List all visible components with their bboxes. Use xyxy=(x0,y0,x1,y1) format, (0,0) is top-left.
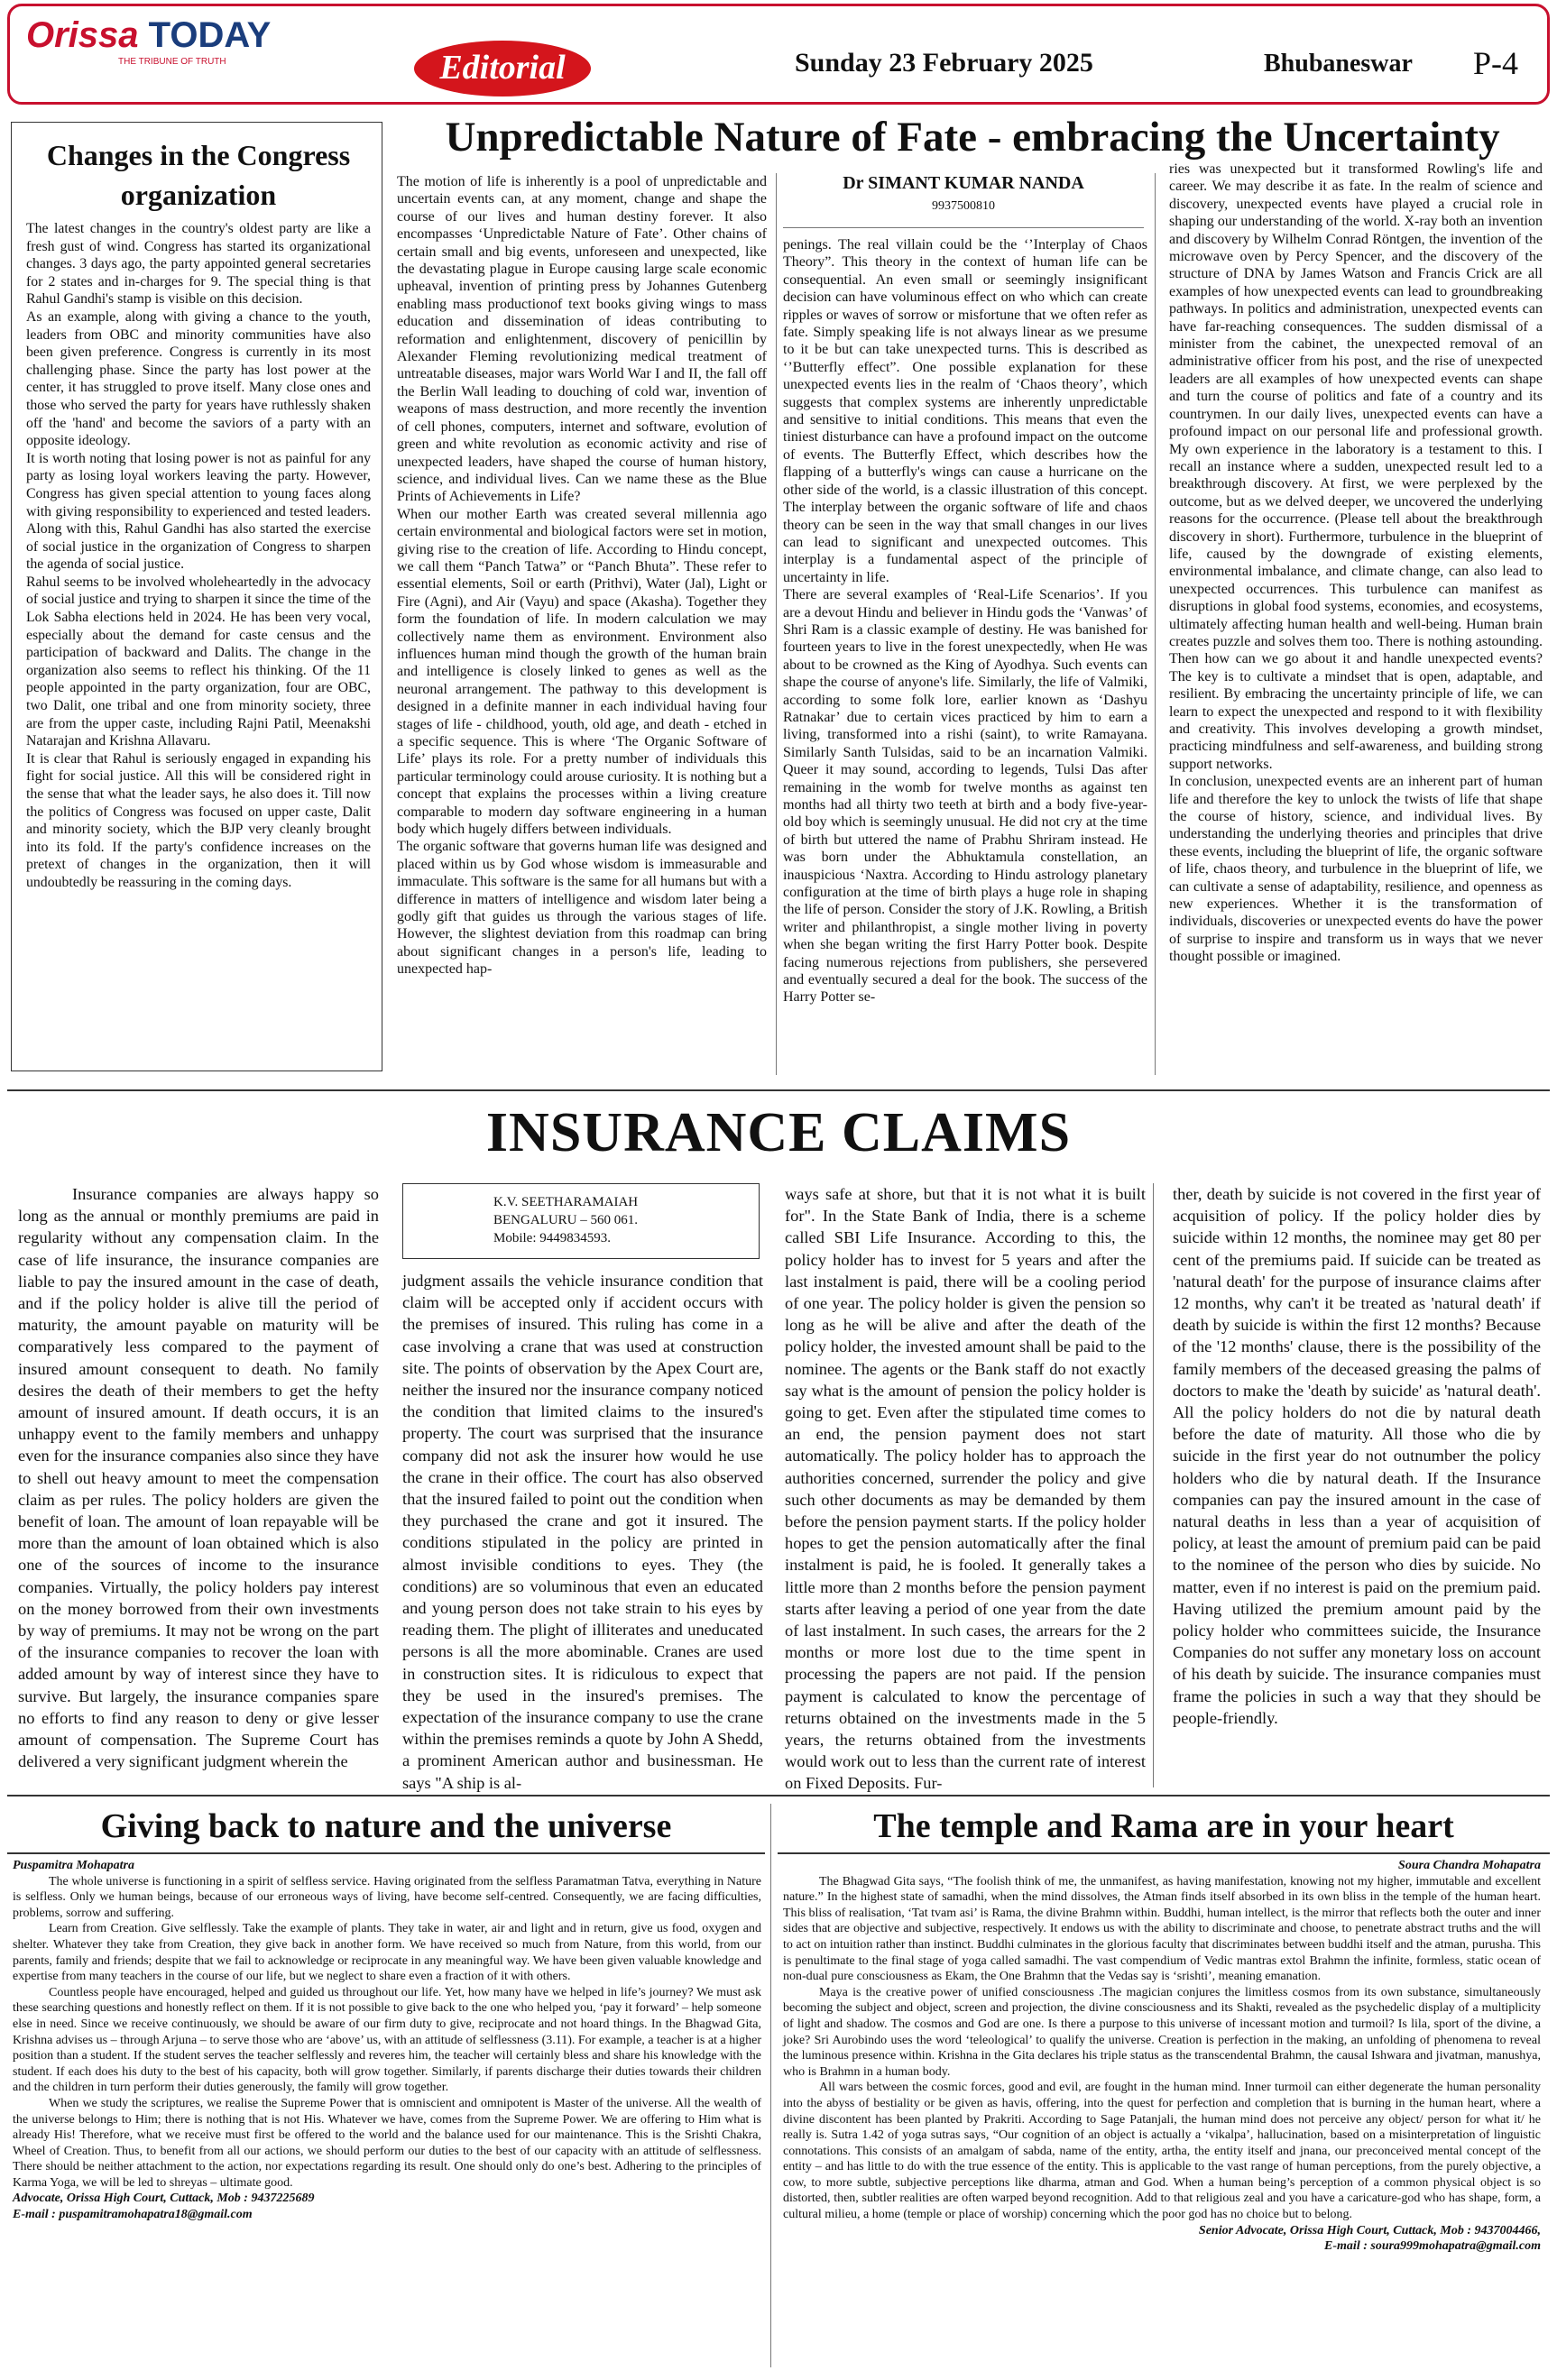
nature-paragraph: The whole universe is functioning in a spirit of selfless service. Having originated from the selfless Paramatman Tatva, everything in Nature is selfless. Only we human beings, because of our erroneous ways of living, have become self-centred. Consequently, we are facing difficulties, problems, sorrow and suffering. xyxy=(13,1874,761,1920)
insurance-author-box xyxy=(402,1183,760,1259)
congress-body xyxy=(26,220,371,892)
insurance-author-mobile: Mobile: 9449834593. xyxy=(493,1231,611,1245)
section-rule xyxy=(7,1089,1550,1091)
fate-author-phone: 9937500810 xyxy=(932,199,995,213)
logo-tagline: THE TRIBUNE OF TRUTH xyxy=(118,57,226,67)
page-number: P-4 xyxy=(1473,45,1519,81)
issue-date: Sunday 23 February 2025 xyxy=(795,48,1093,78)
newspaper-logo xyxy=(26,15,271,56)
rama-paragraph: All wars between the cosmic forces, good and evil, are fought in the human mind. Inner turmoil can either degenerate the human personality into the abyss of bestiality or be given as havis, offering, into the quest for perfection and completion that is burning in the human heart, where a divine discontent has been planted by Prakriti. According to Sage Patanjali, the human mind does not perceive any object/ person for what it/ he really is. Sutra 1.42 of yoga sutras says, “Our cognition of an object is actually a ‘vikalpa’, hallucination, based on a misinterpretation of linguistic connotations. This consists of an amalgam of sabda, name of the entity, artha, the entity itself and jnana, our preconceived mental concept of the entity – and has little to do with the true essence of the entity. This is applicable to the vast range of human perceptions, from the purely objective, a cow, to more subtle, subjective perceptions like dharma, atman and God. When a human being’s perception of a common physical object is so distorted, then, subtler realities are often warped beyond recognition. Add to that religious zeal and you have a caricature-god who has shape, form, a cultural milieu, a home (temple or place of worship) concerning which the poor god has no choice but to belong. xyxy=(783,2081,1541,2222)
section-rule xyxy=(7,1795,1550,1796)
headline-rule xyxy=(778,1852,1550,1854)
headline-rule xyxy=(7,1852,765,1854)
rama-body xyxy=(783,1858,1541,2255)
nature-body xyxy=(13,1858,761,2223)
fate-column-1 xyxy=(397,173,767,979)
fate-paragraph: In conclusion, unexpected events are an inherent part of human life and therefore the key to unlock the twists of life that shape the course of history, science, and individual lives. By understanding the underlying theories and principles that drive these events, including the blueprint of life, the organic software of life, chaos theory, and turbulence in the blueprint of life, we can cultivate a sense of adaptability, resilience, and openness as new experiences. Whether it is the transformation of individuals, discoveries or unexpected events do have the power of surprise to inspire and transform us in ways that we never thought possible or imagined. xyxy=(1169,774,1543,965)
rama-headline: The temple and Rama are in your heart xyxy=(873,1807,1454,1845)
insurance-column-2: judgment assails the vehicle insurance condition that claim will be accepted only if accident occurs with the premises of insured. This ruling has come in a case involving a crane that was used at construction site. The points of observation by the Apex Court are, neither the insured nor the insurance company noticed the condition that limited claims to the insured's property. The court was surprised that the insurance company did not ask the insurer how would he use the crane in their office. The court has also observed that the insured failed to point out the condition when they purchased the crane and got it insured. The conditions stipulated in the policy are printed in almost invisible conditions to eyes. They (the conditions) are so voluminous that even an educated and young person does not take strain to his eyes by reading them. The plight of illiterates and uneducated persons is all the more abominable. Cranes are used in construction sites. It is ridiculous to expect that they be used in the insured's premises. The expectation of the insurance company to use the crane within the premises reminds a quote by John A Shedd, a prominent American author and businessman. He says "A ship is al- xyxy=(402,1272,763,1792)
insurance-column-4: ther, death by suicide is not covered in the first year of acquisition of policy. If the policy holder dies by suicide within 12 months, the nominee may get 80 per cent of the premiums paid. If suicide can be treated as 'natural death' for the purpose of insurance claims after 12 months, why can't it be treated as 'natural death' if death by suicide is within the first 12 months? Because of the '12 months' clause, there is the possibility of the family members of the deceased greasing the palms of doctors to make the 'death by suicide' as 'natural death'. All the policy holders do not die by natural death before the date of maturity. All those who die by suicide in the first year do not outnumber the policy holders who die by natural death. If the Insurance companies can pay the insured amount in the case of natural deaths in less than a year of acquisition of policy, at least the amount of premium paid can be paid to the nominee of the person who dies by suicide. No matter, even if no interest is paid on the premium paid. Having utilized the premium amount paid by the policy holder who committees suicide, the Insurance Companies do not suffer any monetary loss on account of his death by suicide. The insurance companies must frame the policies in such a way that they should be people-friendly. xyxy=(1173,1185,1541,1727)
fate-paragraph: penings. The real villain could be the ‘’Interplay of Chaos Theory”. This theory in the context of human life can be consequential. An even small or seemingly insignificant decision can have voluminous effect on who which can create ripples or waves of sorrow or misfortune that we often refer as fate. Simply speaking life is not always linear as we presume to it be but can take unexpected turns. This is described as ‘’Butterfly effect”. One possible explanation for these unexpected events lies in the realm of ‘Chaos theory’, which suggests that complex systems are inherently unpredictable and sensitive to initial conditions. This means that even the tiniest disturbance can have a profound impact on the outcome of events. The Butterfly Effect, which describes how the flapping of a butterfly's wings can cause a hurricane on the other side of the world, is a classic illustration of this concept. The interplay between the organic software of life and chaos theory can be seen in the way that small changes in our lives can lead to significant and unexpected outcomes. This interplay is a fundamental aspect of the principle of uncertainty in life. xyxy=(783,237,1147,585)
fate-paragraph: ries was unexpected but it transformed Rowling's life and career. We may describe it as fate. In the realm of science and discovery, unexpected events have played a crucial role in shaping our understanding of the world. X-ray both an invention and discovery by Wilhelm Conrad Röntgen, the invention of the microwave oven by Percy Spencer, and the discovery of the structure of DNA by James Watson and Francis Crick are all examples of how unexpected events can lead to groundbreaking pathways. In politics and administration, unexpected events can have far-reaching consequences. The sudden dismissal of a minister from the cabinet, the unexpected removal of an administrative officer from his post, and the rise of unexpected leaders are all examples of how unexpected events can shape and turn the course of politics and fate of a country and its countrymen. In our daily lives, unexpected events can have a profound impact on our personal life and professional growth. My own experience in the laboratory is a testament to this. I recall an instance where a sudden, unexpected result led to a breakthrough discovery. At first, we were perplexed by the outcome, but as we delved deeper, we uncovered the underlying reasons for the occurrence. (Please tell about the breakthrough discovery in short). Furthermore, turbulence in the blueprint of life, caused by the downgrade of existing elements, environmental imbalance, and climate change, can also lead to unexpected occurrences. This turbulence can manifest as disruptions in global food systems, economies, and ecosystems, ultimately affecting human health and well-being. Human brain creates puzzle and solves them too. There is nothing astounding. Then how can we go about it and handle unexpected events? The key is to cultivate a mindset that is open, adaptable, and resilient. By embracing the uncertainty principle of life, we can learn to expect the unexpected and respond to it with flexibility and creativity. This involves developing a growth mindset, practicing mindfulness and self-awareness, and building strong support networks. xyxy=(1169,161,1543,772)
fate-paragraph: The motion of life is inherently is a pool of unpredictable and uncertain events can, at any moment, change and shape the course of our lives and human destiny forever. It also encompasses ‘Unpredictable Nature of Fate’. Other chains of certain small and big events, unforeseen and unexpected, like the devastating plague in Europe causing large scale economic upheaval, invention of printing press by Johannes Gutenberg enabling mass productionof text books giving wings to mass education and dissemination of ideas contributing to reformation and enlightenment, discovery of penicillin by Alexander Fleming revolutionizing medical treatment of untreatable diseases, major wars World War I and II, the fall off the Berlin Wall leading to douching of cold war, invention of weapons of mass destruction, and more recently the invention of cell phones, computers, internet and software, evolution of green and white revolution as economic activity and rise of unexpected leaders, have shaped the course of human history, science, and individual lives. Can we name these as the Blue Prints of Achievements in Life? xyxy=(397,174,767,505)
fate-author: Dr SIMANT KUMAR NANDA xyxy=(843,173,1084,193)
fate-paragraph: The organic software that governs human life was designed and placed within us by God whose wisdom is immeasurable and immaculate. This software is the same for all humans but with a difference in matters of intelligence and wisdom later being a godly gift that guides us through the various stages of life. However, the slightest deviation from this roadmap can bring about significant changes in a person's life, leading to unexpected hap- xyxy=(397,839,767,978)
logo-today: TODAY xyxy=(148,15,272,55)
congress-paragraph: It is worth noting that losing power is not as painful for any party as losing loyal workers leaving the party. However, Congress has given special attention to young faces along with giving responsibility to experienced and tested leaders. Along with this, Rahul Gandhi has also started the exercise of social justice in the organization of Congress to sharpen the agenda of social justice. xyxy=(26,450,371,573)
congress-paragraph: The latest changes in the country's oldest party are like a fresh gust of wind. Congress has started its organizational changes. 3 days ago, the party appointed general secretaries for 2 states and in-charges for 9. The special thing is that Rahul Gandhi's stamp is visible on this decision. xyxy=(26,221,371,308)
column-divider xyxy=(1155,173,1156,1075)
column-divider xyxy=(776,173,777,1075)
section-badge: Editorial xyxy=(414,41,591,96)
fate-column-2 xyxy=(783,236,1147,1006)
rama-author: Soura Chandra Mohapatra xyxy=(1398,1859,1541,1872)
insurance-author-city: BENGALURU – 560 061. xyxy=(493,1213,638,1227)
congress-paragraph: It is clear that Rahul is seriously engaged in expanding his fight for social justice. All this will be considered right in the sense that what the leader says, he also does it. Till now the politics of Congress was focused on upper caste, Dalit and minority society, which the BJP very cleanly brought into its fold. If the party's confidence increases on the pretext of changes in the organization, then it will undoubtedly be reassuring in the coming days. xyxy=(26,750,371,890)
rama-paragraph: Maya is the creative power of unified consciousness .The magician conjures the limitless cosmos from its own substance, simultaneously becoming the subject and object, screen and projection, the divine consciousness and its Shakti, revealed as the psychedelic display of a multiplicity of light and shadow. The cosmos and God are one. Is there a purpose to this universe of incessant motion and turmoil? Is lila, sport of the divine, a joke? Sri Aurobindo uses the word ‘teleological’ to qualify the universe. Creation is perfection in the making, an unfolding of phenomena to reveal the luminous presence within. Krishna in the Gita declares his triple status as the transcendental Brahmn, the causal Ishwara and jivatman, manushya, who is Brahmn in a human body. xyxy=(783,1985,1541,2079)
nature-headline: Giving back to nature and the universe xyxy=(100,1807,672,1845)
fate-headline: Unpredictable Nature of Fate - embracing the Uncertainty xyxy=(445,114,1500,161)
congress-article xyxy=(11,122,382,1071)
insurance-column-1: Insurance companies are always happy so long as the annual or monthly premiums are paid in regularity without any compensation claim. In the case of life insurance, the insurance companies are liable to pay the insured amount in the case of death, and if the policy holder is alive till the period of maturity, the amount payable on maturity will be comparatively less compared to the payment of insured amount consequent to death. No family desires the death of their members to get the hefty amount of insured amount. If death occurs, it is an unhappy event to the family members and unhappy even for the insurance companies also since they have to shell out heavy amount to meet the compensation claim as per rules. The policy holders are given the benefit of loan. The amount of loan repayable will be more than the amount of loan obtained which is also one of the sources of income to the insurance companies. Virtually, the policy holders pay interest on the money borrowed from their own investments by way of premiums. It may not be wrong on the part of the insurance companies to recover the loan with added amount by way of interest since they have to survive. But largely, the insurance companies spare no efforts to find any reason to deny or give lesser amount of compensation. The Supreme Court has delivered a very significant judgment wherein the xyxy=(18,1185,379,1771)
column-divider xyxy=(1153,1183,1154,1787)
insurance-column-3: ways safe at shore, but that it is not what it is built for". In the State Bank of India, there is a scheme called SBI Life Insurance. According to this, the policy holder has to invest for 5 years and after the last instalment is paid, there will be a cooling period of one year. The policy holder is given the pension so long as he will be alive and after the death of the policy holder, the invested amount shall be paid to the nominee. The agents or the Bank staff do not exactly say what is the amount of pension the policy holder is going to get. Even after the stipulated time comes to an end, the pension payment does not start automatically. The policy holder has to approach the authorities concerned, surrender the policy and give such other documents as may be demanded by them before the pension payment starts. If the policy holder hopes to get the pension automatically after the final instalment is paid, he is fooled. It generally takes a little more than 2 months before the pension payment starts after leaving a period of one year from the date of last instalment. In such cases, the arrears for the 2 months or more lost due to the time spent in processing the papers are not paid. If the pension payment is calculated to know the percentage of returns obtained on the investments made in the 5 years, the returns obtained from the investments would work out to less than the current rate of interest on Fixed Deposits. Fur- xyxy=(785,1185,1146,1793)
nature-footer-1: Advocate, Orissa High Court, Cuttack, Mob : 9437225689 xyxy=(13,2192,315,2206)
nature-paragraph: When we study the scriptures, we realise the Supreme Power that is omniscient and omnipotent is Master of the universe. All the wealth of the universe belongs to Him; there is nothing that is not His. Whatever we have, comes from the Supreme Power. We are offering to Him what is already His! Therefore, what we receive must first be offered to the world and the balance used for our maintenance. This is the Srishti Chakra, Wheel of Creation. Thus, to benefit from all our actions, we should perform our duties to the best of our capacity with an attitude of selflessness. There should be neither attachment to the action, nor expectations regarding its result. One should only do one’s best. Adhering to the principles of Karma Yoga, we will be led to shreyas – ultimate good. xyxy=(13,2096,761,2190)
rama-paragraph: The Bhagwad Gita says, “The foolish think of me, the unmanifest, as having manifestation, knowing not my higher, immutable and excellent nature.” In the highest state of samadhi, when the mind dissolves, the Atman finds itself absorbed in its own bliss in the temple of the human heart. This bliss of realisation, ‘Tat tvam asi’ is Rama, the divine Brahmn within. Buddhi, human intellect, is the mirror that reflects both the outer and inner sides that are objective and subjective, respectively. It endows us with the ability to discriminate and choose, to penetrate abstract truths and the will to act on intuition rather than instinct. Buddhi culminates in the glorious faculty that discriminates between buddhi itself and the atman, purusha. This is penultimate to the final stage of yoga called samadhi. The vast compendium of Vedic mantras extol Brahmn the infinite, formless, static ocean of non-dual pure consciousness as Ekam, the One Brahmn that the Vedas say is ‘srishti’, meaning emanation. xyxy=(783,1874,1541,1984)
nature-paragraph: Learn from Creation. Give selflessly. Take the example of plants. They take in water, air and light and in return, give us food, oxygen and shelter. Whatever they take from Creation, they give back in another form. We have received so much from Nature, from this world, from our parents, family and friends; despite that we fail to acknowledge or reciprocate in any meaningful way. We have been given valuable knowledge and expertise from many teachers in the course of our life, but we neglect to share even a fraction of it with others. xyxy=(13,1922,761,1984)
masthead xyxy=(7,4,1550,105)
insurance-author-name: K.V. SEETHARAMAIAH xyxy=(493,1195,639,1209)
fate-column-3 xyxy=(1169,161,1543,966)
logo-main: Orissa xyxy=(26,15,139,55)
congress-paragraph: Rahul seems to be involved wholeheartedly in the advocacy of social justice and trying to sharpen it since the time of the Lok Sabha elections held in 2024. He has been very vocal, especially about the demand for caste census and the participation of backward and Dalits. The change in the organization also seems to reflect his thinking. Of the 11 people appointed in the party organization, four are OBC, two Dalit, one tribal and one from minority society, three are from the upper caste, including Rajni Patil, Meenakshi Natarajan and Krishna Allavaru. xyxy=(26,574,371,749)
nature-footer-2: E-mail : puspamitramohapatra18@gmail.com xyxy=(13,2208,253,2222)
rama-footer-2: E-mail : soura999mohapatra@gmail.com xyxy=(1324,2239,1541,2254)
column-divider xyxy=(770,1804,771,2367)
insurance-headline: INSURANCE CLAIMS xyxy=(485,1102,1072,1163)
byline-rule xyxy=(783,227,1144,228)
fate-paragraph: When our mother Earth was created several millennia ago certain environmental and biological factors were set in motion, giving rise to the creation of life. According to Hindu concept, we call them “Panch Tatwa” or “Panch Bhuta”. These refer to essential elements, Soil or earth (Prithvi), Water (Jal), Light or Fire (Agni), and Air (Vayu) and space (Akasha). Together they form the foundation of life. In modern calculation we may collectively name them as environment. Environment also influences human mind though the growth of the human brain and intelligence is closely linked to genes as well as the neuronal arrangement. The pathway to this development is designed in a definite manner in each individual having four stages of life - childhood, youth, old age, and death - etched in a specific sequence. This is where ‘The Organic Software of Life’ plays its role. For a pretty number of individuals this particular terminology could arouse curiosity. It is nothing but a concept that explains the processes within a living creature comparable to modern day software engineering in a human body which hugely differs between individuals. xyxy=(397,506,767,838)
city-name: Bhubaneswar xyxy=(1264,50,1413,78)
rama-footer-1: Senior Advocate, Orissa High Court, Cuttack, Mob : 9437004466, xyxy=(1198,2223,1541,2238)
nature-author: Puspamitra Mohapatra xyxy=(13,1859,134,1872)
fate-paragraph: There are several examples of ‘Real-Life Scenarios’. If you are a devout Hindu and believer in Hindu gods the ‘Vanwas’ of Shri Ram is a classic example of destiny. He was banished for fourteen years to live in the forest unexpectedly, when He was about to be crowned as the King of Ayodhya. Such events can shape the course of anyone's life. Similarly, the life of Valmiki, according to some folk lore, earlier known as ‘Dashyu Ratnakar’ due to certain vices practiced by him to earn a living, transformed into a rishi (saint), to write Ramayana. Similarly Santh Tulsidas, said to be an incarnation Valmiki. Queer it may sound, according to legends, Tulsi Das after remaining in the womb for twelve months as against ten months had all thirty two teeth at birth and a body five-year-old boy which is seemingly unusual. He did not cry at the time of birth but uttered the name of Prabhu Shriram instead. He was born under the Abhuktamula constellation, an inauspicious ‘Naxtra. According to Hindu astrology planetary configuration at the time of birth plays a huge role in shaping the life of person. Consider the story of J.K. Rowling, a British writer and philanthropist, a single mother living in poverty when she began writing the first Harry Potter book. Despite facing numerous rejections from publishers, she persevered and eventually secured a deal for the book. The success of the Harry Potter se- xyxy=(783,587,1147,1006)
fate-byline xyxy=(783,173,1144,214)
congress-headline: Changes in the Congress organization xyxy=(46,139,351,211)
congress-paragraph: As an example, along with giving a chance to the youth, leaders from OBC and minority communities have also been given preference. Congress is currently in its most challenging phase. Since the party has lost power at the center, it has struggled to prove itself. Many close ones and those who served the party for years have ruthlessly shaken off the 'hand' and become the saviors of a party with an opposite ideology. xyxy=(26,308,371,449)
nature-paragraph: Countless people have encouraged, helped and guided us throughout our life. Yet, how many have we helped in life’s journey? We must ask these searching questions and honestly reflect on them. If it is not possible to give back to the one who helped you, ‘pay it forward’ – help someone else in need. Since we receive continuously, we should be aware of our firm duty to give, reciprocate and not hoard things. In the Bhagwad Gita, Krishna advises us – through Arjuna – to serve those who are ‘above’ us, with an attitude of selflessness (3.11). For example, a teacher is at a higher position than a student. If the student serves the teacher selflessly and reveres him, the teacher will certainly bless and share his knowledge with the student. If each does his duty to the best of his capacity, both will grow together. Similarly, if parents discharge their duties towards their children and the children in turn perform their duties generously, the family will grow together. xyxy=(13,1985,761,2095)
